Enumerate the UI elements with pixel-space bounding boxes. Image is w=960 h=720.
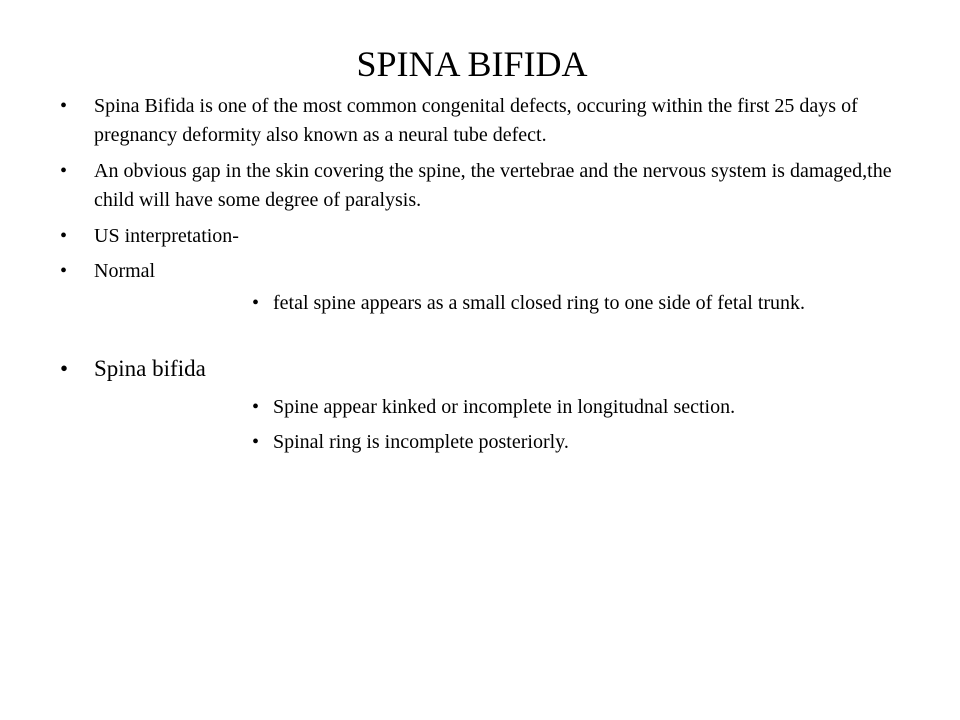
bullet-dot-icon: • (60, 356, 69, 381)
bullet-dot-icon: • (60, 260, 68, 282)
bullet-dot-icon: • (252, 396, 260, 418)
sub-bullet-item (252, 428, 892, 457)
bullet-item (60, 92, 890, 150)
sub-bullet-item (252, 393, 892, 422)
bullet-item (60, 222, 660, 251)
sub-bullet-text: fetal spine appears as a small closed ring to one side of fetal trunk. (273, 292, 806, 314)
sub-bullet-text: Spine appear kinked or incomplete in longitudnal section. (273, 396, 736, 418)
bullet-item (60, 157, 910, 215)
bullet-item (60, 352, 660, 386)
bullet-item (60, 257, 660, 286)
bullet-text: Spina Bifida is one of the most common congenital defects, occuring within the first 25 days of pregnancy deformity also known as a neural tube defect. (94, 95, 858, 146)
bullet-dot-icon: • (252, 431, 260, 453)
bullet-text: Spina bifida (94, 356, 206, 381)
sub-bullet-text: Spinal ring is incomplete posteriorly. (273, 431, 569, 453)
bullet-dot-icon: • (60, 225, 68, 247)
bullet-dot-icon: • (60, 160, 68, 182)
bullet-text: Normal (94, 260, 156, 282)
bullet-dot-icon: • (252, 292, 260, 314)
bullet-text: An obvious gap in the skin covering the spine, the vertebrae and the nervous system is damaged,the child will have some degree of paralysis. (94, 160, 892, 211)
bullet-text: US interpretation- (94, 225, 239, 247)
sub-bullet-item (252, 289, 892, 318)
bullet-dot-icon: • (60, 95, 68, 117)
slide-title: SPINA BIFIDA (356, 44, 588, 84)
